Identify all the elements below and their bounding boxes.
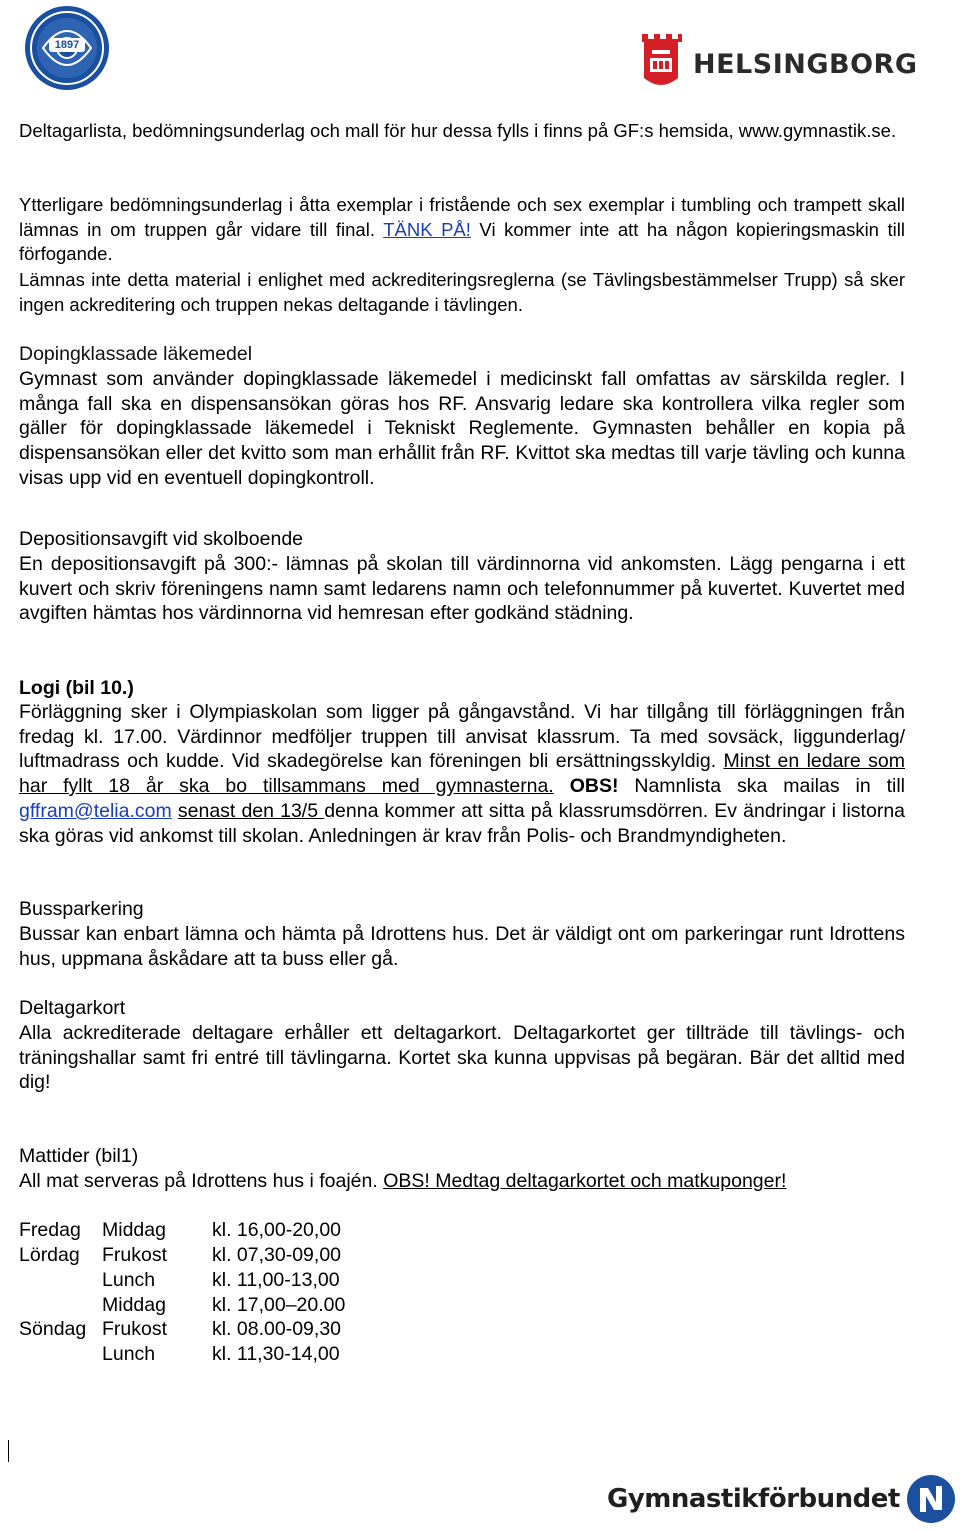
meals-intro-text: All mat serveras på Idrottens hus i foajén. [19, 1170, 384, 1192]
meal-time: kl. 11,30-14,00 [212, 1343, 340, 1365]
club-emblem-year: 1897 [54, 39, 80, 51]
meals-intro [19, 1169, 905, 1194]
card-heading: Deltagarkort [19, 997, 126, 1019]
meal-type: Frukost [102, 1244, 168, 1266]
email-link[interactable]: gffram@telia.com [19, 799, 172, 822]
intro-paragraph-3: Lämnas inte detta material i enlighet med ackrediteringsreglerna (se Tävlingsbestämmelser Trupp) så sker ingen ackreditering och truppen nekas deltagande i tävlingen. [19, 269, 905, 315]
club-emblem-icon [23, 4, 111, 92]
think-link[interactable]: TÄNK PÅ! [383, 218, 471, 240]
meal-time: kl. 08.00-09,30 [212, 1318, 342, 1340]
meal-type: Frukost [102, 1318, 168, 1340]
text-cursor [8, 1440, 9, 1462]
doping-body: Gymnast som använder dopingklassade läkemedel i medicinskt fall omfattas av särskilda regler. I många fall ska en dispensansökan göras hos RF. Ansvarig ledare ska kontrollera vilka regler som gäller för dopingklassade läkemedel i Tekniskt Reglemente. Gymnasten behåller en kopia på dispensansökan eller det kvitto som man erhållit från RF. Kvittot ska medtas till varje tävling och kunna visas upp vid en eventuell dopingkontroll. [19, 368, 905, 489]
logi-mail-text: Namnlista ska mailas in till [618, 775, 905, 798]
intro-paragraph-1: Deltagarlista, bedömningsunderlag och mall för hur dessa fylls i finns på GF:s hemsida, www.gymnastik.se. [19, 120, 897, 141]
meal-time: kl. 11,00-13,00 [212, 1269, 340, 1291]
helsingborg-wordmark: HELSINGBORG [693, 49, 918, 80]
meals-heading: Mattider (bil1) [19, 1145, 139, 1167]
meal-time: kl. 07,30-09,00 [212, 1244, 342, 1266]
logi-text: Förläggning sker i Olympiaskolan som ligger på gångavstånd. Vi har tillgång till förläggningen från fredag kl. 17.00. Värdinnor medföljer truppen till anvisat klassrum. Ta med sovsäck, liggunderlag/ luftmadrass och kudde. Vid skadegörelse kan föreningen bli ersättningsskyldig. [19, 701, 905, 773]
deposit-body: En depositionsavgift på 300:- lämnas på skolan till värdinnorna vid ankomsten. Lägg pengarna i ett kuvert och skriv föreningens namn samt ledarens namn och telefonnummer på kuvertet. Kuvertet med avgiften hämtas hos värdinnorna vid hemresan efter godkänd städning. [19, 553, 905, 625]
meal-day: Söndag [19, 1318, 87, 1340]
meal-type: Middag [102, 1294, 166, 1316]
intro-text-a: Ytterligare bedömningsunderlag i åtta exemplar i fristående och sex exemplar i tumbling och trampett skall lämnas in om truppen går vidare till final. [19, 194, 905, 240]
intro-paragraph-2 [19, 193, 905, 267]
castle-tower-icon [640, 34, 682, 92]
logi-obs: OBS! [569, 775, 619, 798]
logi-rest: denna kommer att sitta på klassrumsdörren. Ev ändringar i listorna ska göras vid ankomst till skolan. Anledningen är krav från Polis- och Brandmyndigheten. [19, 799, 906, 847]
gymnastics-federation-logo-icon [906, 1474, 956, 1524]
logi-heading: Logi (bil 10.) [19, 677, 134, 699]
meals-reminder: OBS! Medtag deltagarkortet och matkuponger! [383, 1170, 787, 1192]
meal-day: Lördag [19, 1244, 80, 1266]
intro-text-b: Vi kommer inte att ha någon kopieringsmaskin till förfogande. [19, 218, 905, 265]
meal-type: Middag [102, 1219, 166, 1241]
logi-leader-rule: Minst en ledare som har fyllt 18 år ska bo tillsammans med gymnasterna. [19, 750, 905, 798]
logi-body [19, 700, 905, 848]
meal-type: Lunch [102, 1269, 156, 1291]
card-body: Alla ackrediterade deltagare erhåller ett deltagarkort. Deltagarkortet ger tillträde till tävlings- och träningshallar samt fri entré till tävlingarna. Kortet ska kunna uppvisas på begäran. Bär det alltid med dig! [19, 1022, 905, 1094]
doping-heading: Dopingklassade läkemedel [19, 343, 253, 365]
federation-wordmark: Gymnastikförbundet [607, 1484, 900, 1514]
bus-body: Bussar kan enbart lämna och hämta på Idrottens hus. Det är väldigt ont om parkeringar runt Idrottens hus, uppmana åskådare att ta buss eller gå. [19, 923, 905, 970]
logi-deadline: senast den 13/5 [177, 799, 325, 822]
bus-heading: Bussparkering [19, 898, 144, 920]
deposit-heading: Depositionsavgift vid skolboende [19, 528, 304, 550]
meal-time: kl. 16,00-20,00 [212, 1219, 342, 1241]
meal-day: Fredag [19, 1219, 81, 1241]
meal-time: kl. 17,00–20.00 [212, 1294, 346, 1316]
meal-type: Lunch [102, 1343, 156, 1365]
